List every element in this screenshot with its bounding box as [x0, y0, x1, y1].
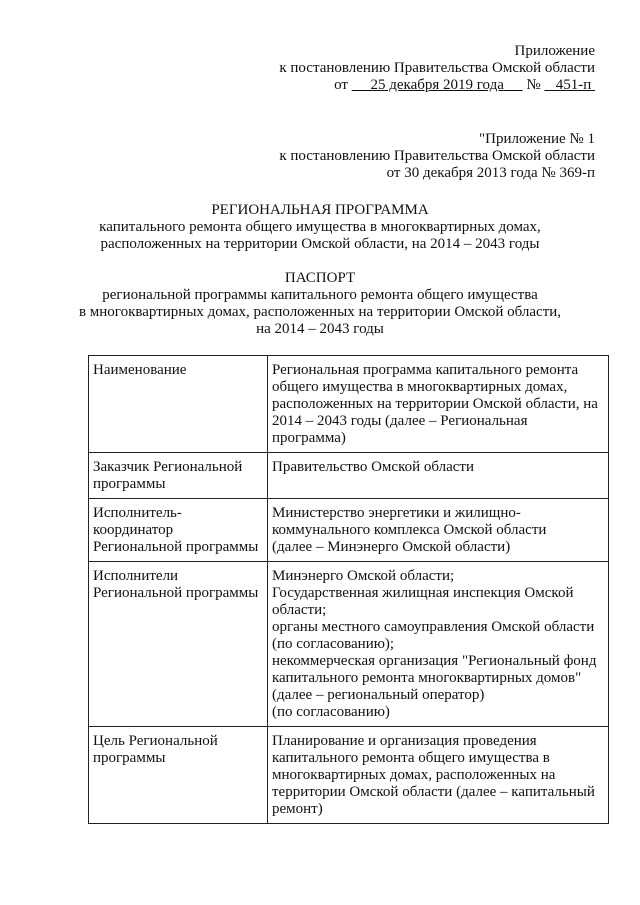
- attachment-header: [279, 43, 595, 94]
- program-title-heading: РЕГИОНАЛЬНАЯ ПРОГРАММА: [211, 202, 429, 218]
- table-row: [89, 453, 609, 499]
- row-label: Исполнитель- координатор Региональной программы: [89, 499, 268, 562]
- row-value: Министерство энергетики и жилищно- коммунального комплекса Омской области (далее – Минэнерго Омской области): [268, 499, 609, 562]
- program-title: [60, 202, 580, 253]
- program-title-line-3: расположенных на территории Омской области, на 2014 – 2043 годы: [100, 236, 540, 252]
- row-label: Цель Региональной программы: [89, 727, 268, 824]
- row-label: Исполнители Региональной программы: [89, 562, 268, 727]
- table-row: [89, 356, 609, 453]
- row-label: Заказчик Региональной программы: [89, 453, 268, 499]
- row-value: Региональная программа капитального ремонта общего имущества в многоквартирных домах, расположенных на территории Омской области, на 2014 – 2043 годы (далее – Региональная программа): [268, 356, 609, 453]
- decree-date: 25 декабря 2019 года: [370, 77, 504, 93]
- decree-date-line: [279, 77, 595, 94]
- program-title-line-2: капитального ремонта общего имущества в многоквартирных домах,: [99, 219, 541, 235]
- passport-table-body: [89, 356, 609, 824]
- decree-number: 451-п: [555, 77, 592, 93]
- passport-title-heading: ПАСПОРТ: [284, 270, 356, 286]
- row-value: Минэнерго Омской области; Государственная жилищная инспекция Омской области; органы местного самоуправления Омской области (по согласованию); некоммерческая организация "Региональный фонд капитального ремонта многоквартирных домов" (далее – региональный оператор) (по согласованию): [268, 562, 609, 727]
- original-decree-date: от 30 декабря 2013 года № 369-п: [386, 165, 595, 181]
- passport-table: [88, 355, 609, 824]
- passport-title: [60, 270, 580, 338]
- passport-title-line-4: на 2014 – 2043 годы: [256, 321, 384, 337]
- original-decree-reference: к постановлению Правительства Омской области: [279, 148, 595, 164]
- passport-title-line-3: в многоквартирных домах, расположенных на территории Омской области,: [78, 304, 562, 320]
- row-value: Правительство Омской области: [268, 453, 609, 499]
- table-row: [89, 727, 609, 824]
- row-label: Наименование: [89, 356, 268, 453]
- row-value: Планирование и организация проведения капитального ремонта общего имущества в многоквартирных домах, расположенных на территории Омской области (далее – капитальный ремонт): [268, 727, 609, 824]
- table-row: [89, 562, 609, 727]
- decree-reference: к постановлению Правительства Омской области: [279, 60, 595, 76]
- original-attachment-label: "Приложение № 1: [479, 131, 595, 147]
- number-sign: №: [526, 77, 541, 93]
- passport-title-line-2: региональной программы капитального ремонта общего имущества: [102, 287, 538, 303]
- date-prefix: от: [334, 77, 348, 93]
- original-attachment-header: [279, 131, 595, 182]
- attachment-label: Приложение: [514, 43, 595, 59]
- table-row: [89, 499, 609, 562]
